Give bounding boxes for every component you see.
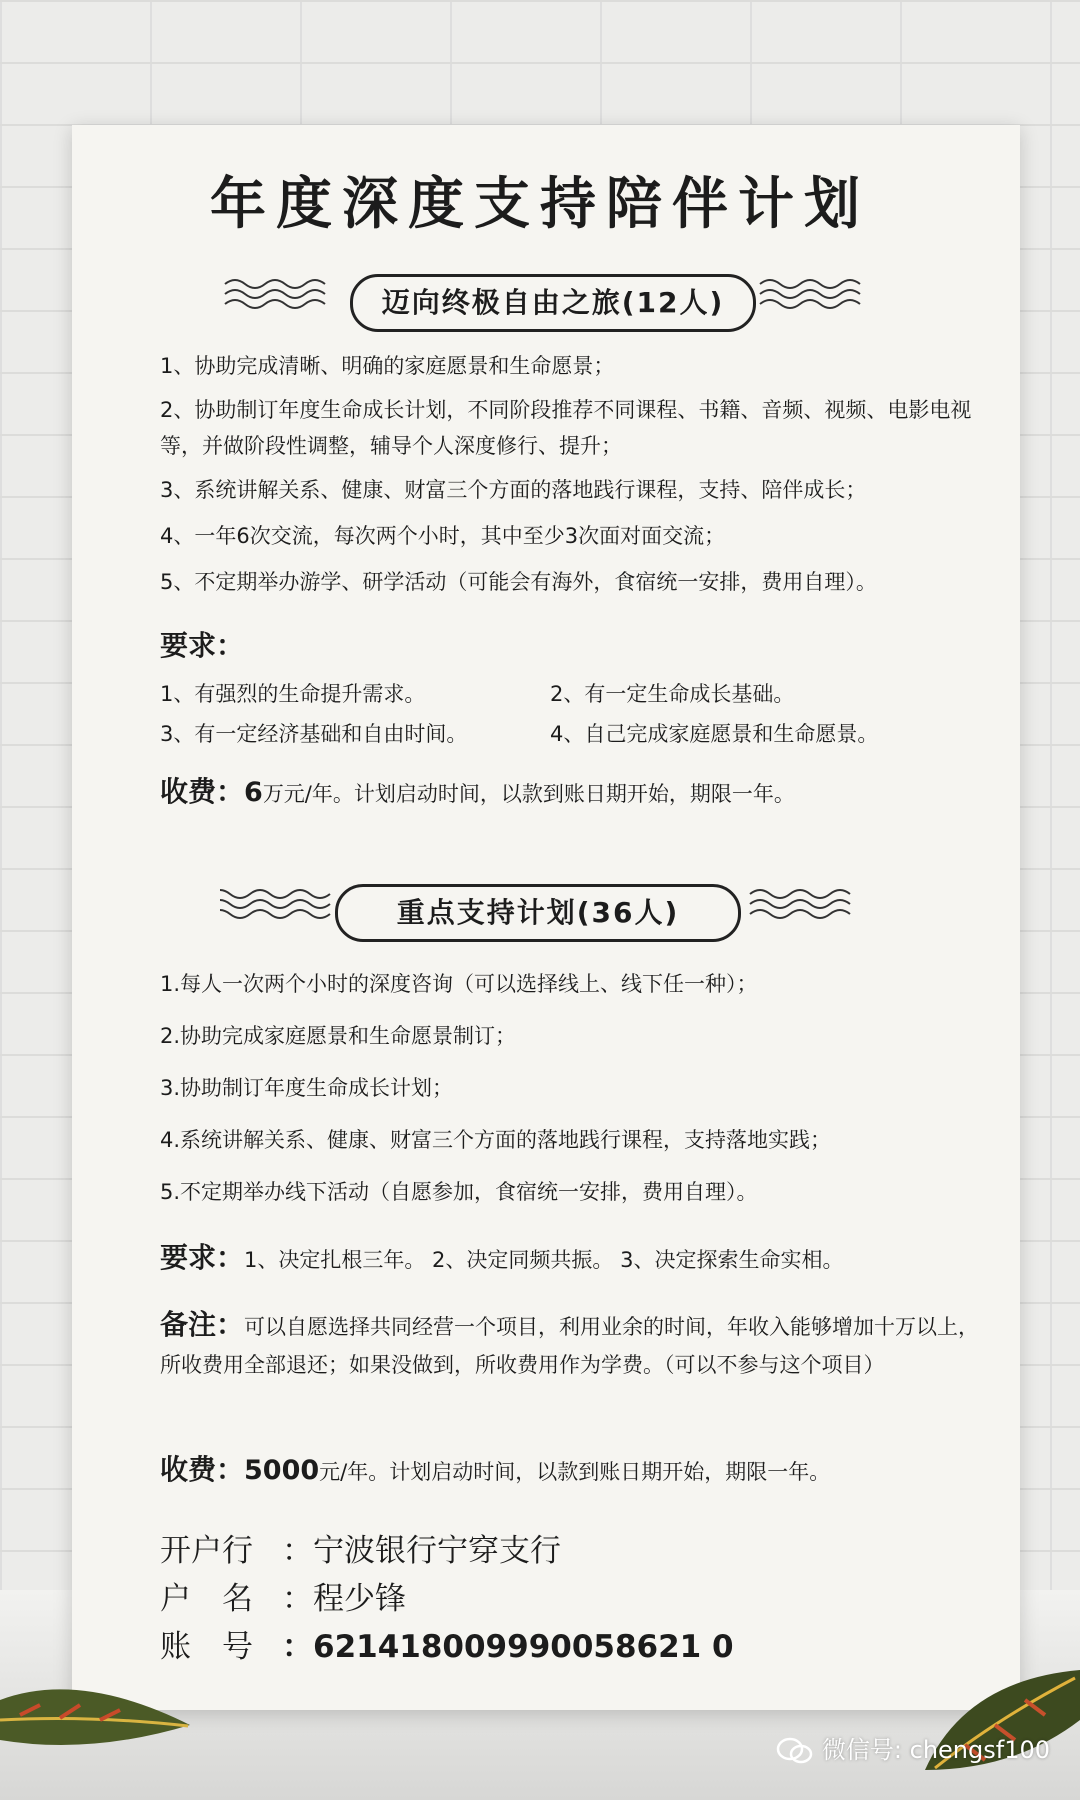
account-number-row — [160, 1624, 734, 1670]
plan2-item: 4.系统讲解关系、健康、财富三个方面的落地践行课程，支持落地实践； — [160, 1128, 832, 1152]
plan1-item: 1、协助完成清晰、明确的家庭愿景和生命愿景； — [160, 354, 615, 378]
plan2-requirements-heading: 要求： — [160, 1241, 245, 1274]
account-name-value: ：程少锋 — [282, 1581, 406, 1617]
plan2-item: 1.每人一次两个小时的深度咨询（可以选择线上、线下任一种）； — [160, 972, 758, 996]
note-text: 可以自愿选择共同经营一个项目，利用业余的时间，年收入能够增加十万以上，所收费用全部退还；如果没做到，所收费用作为学费。（可以不参与这个项目） — [160, 1315, 980, 1377]
plan1-banner — [220, 262, 880, 342]
requirement-item: 3、有一定经济基础和自由时间。 — [160, 722, 468, 746]
plan2-item: 3.协助制订年度生命成长计划； — [160, 1076, 454, 1100]
account-number-value: ：621418009990058621 0 — [282, 1629, 734, 1665]
plan1-item: 3、系统讲解关系、健康、财富三个方面的落地践行课程，支持、陪伴成长； — [160, 478, 867, 502]
plan2-item: 5.不定期举办线下活动（自愿参加，食宿统一安排，费用自理）。 — [160, 1180, 758, 1204]
requirement-text: 1、决定扎根三年。 2、决定同频共振。 3、决定探索生命实相。 — [244, 1248, 844, 1272]
plan1-item: 4、一年6次交流，每次两个小时，其中至少3次面对面交流； — [160, 524, 726, 548]
account-name-row — [160, 1576, 406, 1622]
requirement-item: 1、有强烈的生命提升需求。 — [160, 682, 426, 706]
plan2-item: 2.协助完成家庭愿景和生命愿景制订； — [160, 1024, 517, 1048]
wechat-icon — [776, 1737, 814, 1765]
plan2-title: 重点支持计划(36人) — [335, 884, 741, 942]
plan1-title: 迈向终极自由之旅(12人) — [350, 274, 756, 332]
bank-info-row — [160, 1528, 561, 1574]
bank-label: 开户行 — [160, 1533, 253, 1569]
plan2-note — [160, 1306, 980, 1384]
bank-value: ：宁波银行宁穿支行 — [282, 1533, 561, 1569]
plan1-fee — [160, 774, 980, 812]
requirement-item: 4、自己完成家庭愿景和生命愿景。 — [550, 722, 879, 746]
plan1-item: 5、不定期举办游学、研学活动（可能会有海外，食宿统一安排，费用自理）。 — [160, 570, 877, 594]
fee-text: 元/年。计划启动时间，以款到账日期开始，期限一年。 — [319, 1460, 831, 1484]
account-number-label: 账 号 — [160, 1629, 253, 1665]
account-name-label: 户 名 — [160, 1581, 253, 1617]
requirement-item: 2、有一定生命成长基础。 — [550, 682, 795, 706]
fee-amount: 5000 — [244, 1455, 320, 1486]
note-heading: 备注： — [160, 1308, 245, 1341]
fee-amount: 6 — [244, 777, 263, 808]
leaf-decoration-left — [0, 1660, 200, 1760]
watermark-text: 微信号: chengsf100 — [821, 1736, 1050, 1764]
plan1-item: 2、协助制订年度生命成长计划，不同阶段推荐不同课程、书籍、音频、视频、电影电视等，并做阶段性调整，辅导个人深度修行、提升； — [160, 398, 972, 458]
plan2-banner — [220, 872, 880, 952]
fee-label: 收费： — [160, 1453, 245, 1486]
plan2-requirements — [160, 1240, 980, 1278]
plan2-fee — [160, 1452, 980, 1490]
wechat-watermark — [776, 1730, 1050, 1765]
fee-text: 万元/年。计划启动时间，以款到账日期开始，期限一年。 — [262, 782, 795, 806]
page-title: 年度深度支持陪伴计划 — [210, 172, 870, 237]
plan1-requirements-heading: 要求： — [160, 629, 245, 662]
fee-label: 收费： — [160, 775, 245, 808]
